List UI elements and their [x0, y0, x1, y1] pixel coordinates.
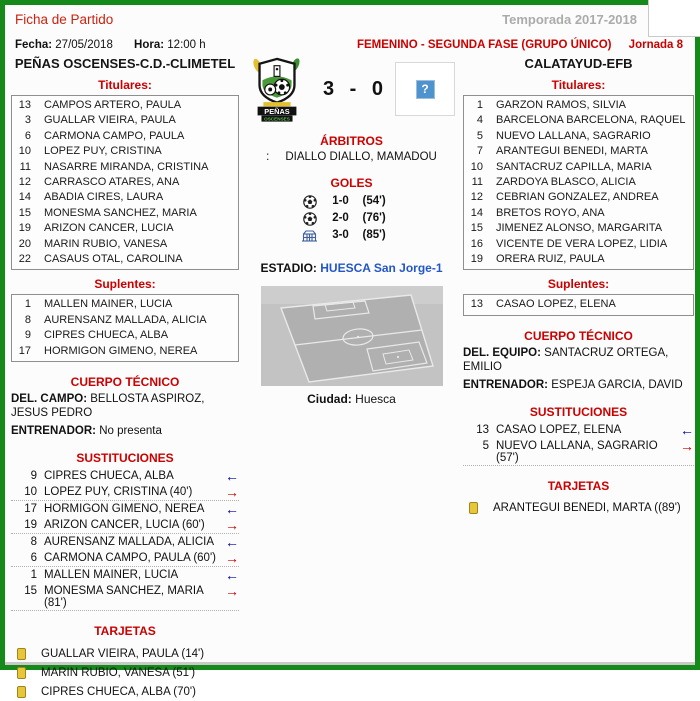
- away-cuerpo-tecnico-heading: CUERPO TÉCNICO: [524, 328, 633, 343]
- player-number: 12: [18, 176, 31, 189]
- player-name: VICENTE DE VERA LOPEZ, LIDIA: [496, 237, 668, 250]
- away-titulares-heading: Titulares:: [551, 78, 606, 92]
- home-suplentes-heading: Suplentes:: [94, 277, 156, 292]
- broken-image-icon: ?: [416, 80, 435, 99]
- player-number: 13: [476, 423, 489, 436]
- away-cards-list: [463, 499, 694, 518]
- player-number: 15: [24, 585, 37, 598]
- player-number: 5: [482, 439, 489, 452]
- staff-line: [463, 346, 694, 374]
- player-name: LOPEZ PUY, CRISTINA: [44, 145, 162, 158]
- player-number: 7: [476, 145, 483, 158]
- player-number: 9: [24, 329, 31, 342]
- substitution-row: [11, 583, 239, 611]
- substitution-arrow-icon: [217, 503, 239, 516]
- goal-score: 1-0: [332, 195, 349, 207]
- substitution-arrow-icon: [217, 486, 239, 499]
- player-name: AURENSANZ MALLADA, ALICIA: [44, 536, 214, 549]
- player-name: LOPEZ PUY, CRISTINA (40'): [44, 486, 193, 499]
- goals-list: [248, 193, 455, 244]
- player-name: BARCELONA BARCELONA, RAQUEL: [496, 114, 686, 127]
- player-name: CAMPOS ARTERO, PAULA: [44, 99, 182, 111]
- card-row: [11, 682, 239, 701]
- substitution-arrow-icon: [672, 424, 694, 437]
- card-row: [11, 663, 239, 682]
- staff-role-label: ENTRENADOR:: [11, 425, 96, 438]
- score-display: 3 - 0: [322, 77, 389, 100]
- player-name: CARMONA CAMPO, PAULA: [44, 129, 185, 142]
- player-number: 11: [471, 176, 483, 189]
- staff-role-label: DEL. EQUIPO:: [463, 346, 541, 359]
- player-row: [12, 313, 238, 328]
- arbitros-heading: ÁRBITROS: [320, 134, 383, 148]
- player-row: [464, 221, 693, 236]
- player-row: [464, 129, 693, 144]
- player-number: 3: [24, 114, 31, 127]
- home-suplentes-list: [11, 294, 239, 362]
- player-name: CEBRIAN GONZALEZ, ANDREA: [496, 191, 659, 204]
- stadium-photo: [261, 286, 443, 386]
- staff-line: [463, 378, 694, 392]
- staff-role-label: ENTRENADOR:: [463, 378, 548, 391]
- substitution-row: [11, 484, 239, 501]
- player-row: [464, 297, 693, 312]
- player-number: 14: [18, 191, 31, 204]
- stadium-label: ESTADIO:: [260, 261, 317, 275]
- player-row: [12, 129, 238, 144]
- hora-label: Hora:: [134, 39, 165, 51]
- goal-minute: (85'): [362, 229, 386, 241]
- goal-type-icon: [301, 212, 319, 226]
- player-row: [12, 206, 238, 221]
- player-name: MALLEN MAINER, LUCIA: [44, 569, 179, 582]
- fecha-label: Fecha:: [15, 39, 53, 51]
- player-name: CARMONA CAMPO, PAULA (60'): [44, 552, 216, 565]
- staff-person-name: No presenta: [99, 425, 162, 438]
- player-row: [464, 206, 693, 221]
- player-name: CASAO LOPEZ, ELENA: [496, 298, 616, 311]
- player-number: 16: [470, 237, 483, 250]
- player-number: 1: [476, 99, 483, 111]
- player-row: [12, 297, 238, 312]
- away-suplentes-list: [463, 294, 694, 315]
- home-team-name: PEÑAS OSCENSES-C.D.-CLIMETEL: [14, 56, 236, 71]
- city-line: [248, 392, 455, 406]
- player-row: [12, 98, 238, 113]
- substitution-arrow-icon: [217, 552, 239, 565]
- home-cards-list: [11, 644, 239, 701]
- away-suplentes-heading: Suplentes:: [547, 277, 610, 292]
- player-name: JIMENEZ ALONSO, MARGARITA: [496, 222, 663, 235]
- goal-row: [248, 193, 455, 210]
- substitution-row: [11, 550, 239, 567]
- home-team-crest: [248, 56, 306, 122]
- player-name: MARIN RUBIO, VANESA: [44, 237, 168, 250]
- fecha-value: 27/05/2018: [55, 39, 113, 51]
- season-label: Temporada 2017-2018: [502, 12, 637, 27]
- player-row: [464, 237, 693, 252]
- away-titulares-list: [463, 95, 694, 270]
- player-number: 19: [470, 253, 483, 266]
- player-number: 11: [19, 160, 31, 173]
- home-cuerpo-tecnico-heading: CUERPO TÉCNICO: [70, 375, 180, 390]
- goal-score: 3-0: [332, 229, 349, 241]
- player-number: 15: [18, 206, 31, 219]
- stadium-line: [248, 261, 455, 275]
- player-row: [12, 160, 238, 175]
- player-name: CASAUS OTAL, CAROLINA: [44, 253, 183, 266]
- city-value: Huesca: [355, 392, 396, 406]
- player-name: HORMIGON GIMENO, NEREA: [44, 503, 205, 516]
- player-name: CASAO LOPEZ, ELENA: [496, 423, 622, 436]
- home-titulares-heading: Titulares:: [98, 78, 152, 92]
- home-team-column: [11, 53, 239, 701]
- substitution-arrow-icon: [217, 536, 239, 549]
- goal-row: [248, 227, 455, 244]
- player-row: [12, 190, 238, 205]
- player-number: 19: [24, 519, 37, 532]
- player-row: [12, 144, 238, 159]
- soccer-ball-icon: [303, 195, 317, 209]
- corner-tab: [648, 0, 700, 37]
- hora-value: 12:00 h: [167, 39, 206, 51]
- player-number: 17: [18, 344, 31, 357]
- player-name: ARANTEGUI BENEDI, MARTA: [496, 145, 648, 158]
- player-number: 13: [18, 99, 31, 111]
- player-number: 1: [24, 298, 31, 311]
- svg-text:OSCENSES: OSCENSES: [264, 116, 290, 122]
- soccer-ball-icon: [303, 212, 317, 226]
- home-tarjetas-heading: TARJETAS: [94, 624, 156, 639]
- player-row: [12, 252, 238, 267]
- staff-person-name: BELLOSTA ASPIROZ, JESUS PEDRO: [11, 393, 205, 420]
- goal-type-icon: [301, 195, 319, 209]
- player-name: MALLEN MAINER, LUCIA: [44, 298, 173, 311]
- player-number: 17: [24, 503, 37, 516]
- player-row: [464, 160, 693, 175]
- player-number: 8: [30, 536, 37, 549]
- card-row: [463, 499, 694, 518]
- home-titulares-list: [11, 95, 239, 270]
- player-name: CIPRES CHUECA, ALBA: [44, 470, 174, 483]
- stadium-link[interactable]: HUESCA San Jorge-1: [320, 261, 443, 275]
- staff-person-name: SANTACRUZ ORTEGA, EMILIO: [463, 346, 669, 373]
- player-name: CARRASCO ATARES, ANA: [44, 176, 180, 189]
- date-time-line: [15, 39, 224, 51]
- player-name: BRETOS ROYO, ANA: [496, 206, 605, 219]
- player-number: 20: [18, 237, 31, 250]
- player-name: GUALLAR VIEIRA, PAULA (14'): [41, 647, 205, 660]
- player-row: [464, 144, 693, 159]
- player-name: ARIZON CANCER, LUCIA (60'): [44, 519, 205, 532]
- away-substitutions-list: [463, 422, 694, 466]
- referee-prefix: :: [266, 151, 270, 163]
- referee-line: [248, 151, 455, 163]
- player-name: GARZON RAMOS, SILVIA: [496, 99, 626, 111]
- card-row: [11, 644, 239, 663]
- player-name: ARANTEGUI BENEDI, MARTA ((89'): [493, 502, 681, 515]
- home-substitutions-list: [11, 468, 239, 611]
- home-staff-list: [11, 392, 239, 438]
- player-number: 8: [24, 313, 31, 326]
- city-label: Ciudad:: [307, 392, 352, 406]
- substitution-row: [463, 438, 694, 466]
- player-number: 6: [24, 129, 31, 142]
- goal-net-icon: [301, 229, 318, 242]
- home-sustituciones-heading: SUSTITUCIONES: [76, 451, 174, 466]
- substitution-row: [11, 534, 239, 550]
- substitution-arrow-icon: [217, 470, 239, 483]
- goal-minute: (54'): [362, 195, 386, 207]
- substitution-row: [11, 501, 239, 517]
- match-center-column: [248, 53, 455, 406]
- player-row: [12, 344, 238, 359]
- competition-line: [357, 39, 683, 51]
- player-row: [12, 113, 238, 128]
- player-row: [464, 113, 693, 128]
- pitch-image: [261, 286, 443, 386]
- substitution-row: [11, 468, 239, 484]
- player-number: 10: [18, 145, 31, 158]
- player-name: SANTACRUZ CAPILLA, MARIA: [496, 160, 652, 173]
- staff-person-name: ESPEJA GARCIA, DAVID: [551, 378, 683, 391]
- player-row: [464, 175, 693, 190]
- player-number: 4: [476, 114, 483, 127]
- page-title: Ficha de Partido: [15, 12, 114, 27]
- player-name: ORERA RUIZ, PAULA: [496, 253, 605, 266]
- player-row: [464, 252, 693, 267]
- player-name: HORMIGON GIMENO, NEREA: [44, 344, 198, 357]
- svg-text:PEÑAS: PEÑAS: [264, 106, 290, 116]
- player-number: 9: [30, 470, 37, 483]
- player-name: CIPRES CHUECA, ALBA (70'): [41, 685, 196, 698]
- substitution-row: [11, 567, 239, 583]
- player-name: ABADIA CIRES, LAURA: [44, 191, 164, 204]
- player-number: 15: [470, 222, 483, 235]
- substitution-arrow-icon: [217, 585, 239, 598]
- yellow-card-icon: [469, 502, 478, 514]
- player-number: 22: [18, 253, 31, 266]
- player-row: [464, 190, 693, 205]
- goal-type-icon: [301, 229, 319, 242]
- player-number: 12: [470, 191, 483, 204]
- staff-role-label: DEL. CAMPO:: [11, 393, 88, 406]
- goal-score: 2-0: [332, 212, 349, 224]
- away-sustituciones-heading: SUSTITUCIONES: [529, 404, 628, 419]
- player-row: [12, 175, 238, 190]
- player-row: [12, 237, 238, 252]
- player-name: MARIN RUBIO, VANESA (51'): [41, 666, 196, 679]
- player-name: ZARDOYA BLASCO, ALICIA: [496, 176, 636, 189]
- player-name: MONESMA SANCHEZ, MARIA (81'): [44, 585, 204, 610]
- substitution-row: [11, 517, 239, 534]
- goal-minute: (76'): [362, 212, 386, 224]
- substitution-arrow-icon: [217, 519, 239, 532]
- player-name: ARIZON CANCER, LUCIA: [44, 222, 174, 235]
- player-number: 6: [30, 552, 37, 565]
- substitution-arrow-icon: [672, 440, 694, 453]
- player-name: CIPRES CHUECA, ALBA: [44, 329, 169, 342]
- jornada-label: Jornada 8: [628, 39, 683, 51]
- substitution-arrow-icon: [217, 569, 239, 582]
- away-team-crest-placeholder: [395, 62, 455, 116]
- goal-row: [248, 210, 455, 227]
- player-number: 5: [476, 129, 483, 142]
- player-row: [12, 328, 238, 343]
- player-row: [464, 98, 693, 113]
- away-staff-list: [463, 346, 694, 392]
- player-number: 10: [24, 486, 37, 499]
- player-number: 19: [18, 222, 31, 235]
- away-team-column: [463, 53, 694, 518]
- player-number: 10: [470, 160, 483, 173]
- player-row: [12, 221, 238, 236]
- player-name: NUEVO LALLANA, SAGRARIO (57'): [496, 439, 658, 464]
- player-name: AURENSANZ MALLADA, ALICIA: [44, 313, 207, 326]
- staff-line: [11, 424, 239, 438]
- goles-heading: GOLES: [330, 176, 373, 190]
- competition-name: FEMENINO - SEGUNDA FASE (GRUPO ÚNICO): [356, 39, 612, 51]
- player-number: 13: [470, 298, 483, 311]
- away-tarjetas-heading: TARJETAS: [547, 478, 610, 493]
- player-name: GUALLAR VIEIRA, PAULA: [44, 114, 176, 127]
- yellow-card-icon: [17, 648, 26, 660]
- player-number: 1: [30, 569, 37, 582]
- away-team-name: CALATAYUD-EFB: [524, 56, 633, 71]
- player-name: NUEVO LALLANA, SAGRARIO: [496, 129, 651, 142]
- player-name: NASARRE MIRANDA, CRISTINA: [44, 160, 209, 173]
- substitution-row: [463, 422, 694, 438]
- scoreline-row: [248, 57, 455, 121]
- referee-name: DIALLO DIALLO, MAMADOU: [285, 151, 437, 163]
- yellow-card-icon: [17, 667, 26, 679]
- player-number: 14: [470, 206, 483, 219]
- player-name: MONESMA SANCHEZ, MARIA: [44, 206, 197, 219]
- yellow-card-icon: [17, 686, 26, 698]
- staff-line: [11, 392, 239, 420]
